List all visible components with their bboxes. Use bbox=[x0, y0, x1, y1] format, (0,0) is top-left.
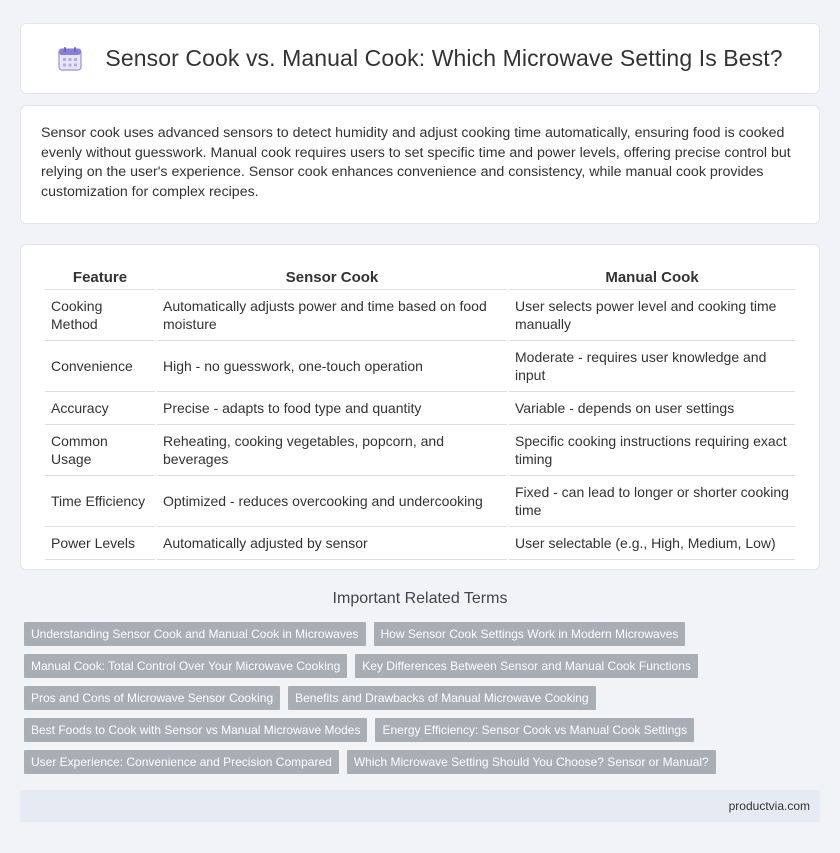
table-row bbox=[45, 392, 795, 425]
header-sensor-cook: Sensor Cook bbox=[157, 263, 507, 290]
sensor-cell: Optimized - reduces overcooking and undercooking bbox=[157, 476, 507, 527]
table-row bbox=[45, 290, 795, 341]
table-row bbox=[45, 425, 795, 476]
page-title: Sensor Cook vs. Manual Cook: Which Microwave Setting Is Best? bbox=[105, 45, 783, 71]
table-header-row bbox=[45, 263, 795, 290]
related-term-link[interactable]: Understanding Sensor Cook and Manual Cook in Microwaves bbox=[24, 622, 366, 646]
sensor-cell: Reheating, cooking vegetables, popcorn, and beverages bbox=[157, 425, 507, 476]
related-term-link[interactable]: Key Differences Between Sensor and Manual Cook Functions bbox=[355, 654, 698, 678]
sensor-cell: Precise - adapts to food type and quantity bbox=[157, 392, 507, 425]
related-term-link[interactable]: Benefits and Drawbacks of Manual Microwave Cooking bbox=[288, 686, 595, 710]
related-term-link[interactable]: Pros and Cons of Microwave Sensor Cooking bbox=[24, 686, 280, 710]
table-row bbox=[45, 476, 795, 527]
related-term-link[interactable]: How Sensor Cook Settings Work in Modern Microwaves bbox=[374, 622, 686, 646]
feature-cell: Common Usage bbox=[45, 425, 155, 476]
intro-card bbox=[20, 105, 820, 224]
related-terms-list bbox=[24, 622, 824, 782]
feature-cell: Convenience bbox=[45, 341, 155, 392]
page-header bbox=[20, 23, 820, 94]
comparison-table bbox=[43, 263, 797, 560]
feature-cell: Power Levels bbox=[45, 527, 155, 560]
table-row bbox=[45, 527, 795, 560]
feature-cell: Accuracy bbox=[45, 392, 155, 425]
header-manual-cook: Manual Cook bbox=[509, 263, 795, 290]
footer bbox=[20, 790, 820, 822]
manual-cell: User selectable (e.g., High, Medium, Low) bbox=[509, 527, 795, 560]
manual-cell: User selects power level and cooking time manually bbox=[509, 290, 795, 341]
related-term-link[interactable]: User Experience: Convenience and Precision Compared bbox=[24, 750, 339, 774]
manual-cell: Moderate - requires user knowledge and input bbox=[509, 341, 795, 392]
calendar-icon bbox=[57, 46, 83, 72]
manual-cell: Specific cooking instructions requiring exact timing bbox=[509, 425, 795, 476]
related-term-link[interactable]: Manual Cook: Total Control Over Your Microwave Cooking bbox=[24, 654, 347, 678]
manual-cell: Fixed - can lead to longer or shorter cooking time bbox=[509, 476, 795, 527]
tag-row bbox=[24, 622, 824, 646]
manual-cell: Variable - depends on user settings bbox=[509, 392, 795, 425]
table-row bbox=[45, 341, 795, 392]
header-feature: Feature bbox=[45, 263, 155, 290]
comparison-card bbox=[20, 244, 820, 570]
intro-text: Sensor cook uses advanced sensors to detect humidity and adjust cooking time automatically, ensuring food is cooked evenly without guesswork. Manual cook requires users to set specific time and power levels, offering precise control but relying on the user's experience. Sensor cook enhances convenience and consistency, while manual cook provides customization for complex recipes. bbox=[41, 125, 791, 200]
sensor-cell: High - no guesswork, one-touch operation bbox=[157, 341, 507, 392]
related-term-link[interactable]: Best Foods to Cook with Sensor vs Manual Microwave Modes bbox=[24, 718, 367, 742]
tag-row bbox=[24, 750, 824, 774]
tag-row bbox=[24, 686, 824, 710]
sensor-cell: Automatically adjusted by sensor bbox=[157, 527, 507, 560]
sensor-cell: Automatically adjusts power and time based on food moisture bbox=[157, 290, 507, 341]
tag-row bbox=[24, 654, 824, 678]
feature-cell: Cooking Method bbox=[45, 290, 155, 341]
feature-cell: Time Efficiency bbox=[45, 476, 155, 527]
footer-site-link[interactable]: productvia.com bbox=[728, 799, 810, 813]
tag-row bbox=[24, 718, 824, 742]
related-term-link[interactable]: Energy Efficiency: Sensor Cook vs Manual Cook Settings bbox=[375, 718, 694, 742]
related-terms-title: Important Related Terms bbox=[332, 590, 508, 607]
related-term-link[interactable]: Which Microwave Setting Should You Choose? Sensor or Manual? bbox=[347, 750, 716, 774]
